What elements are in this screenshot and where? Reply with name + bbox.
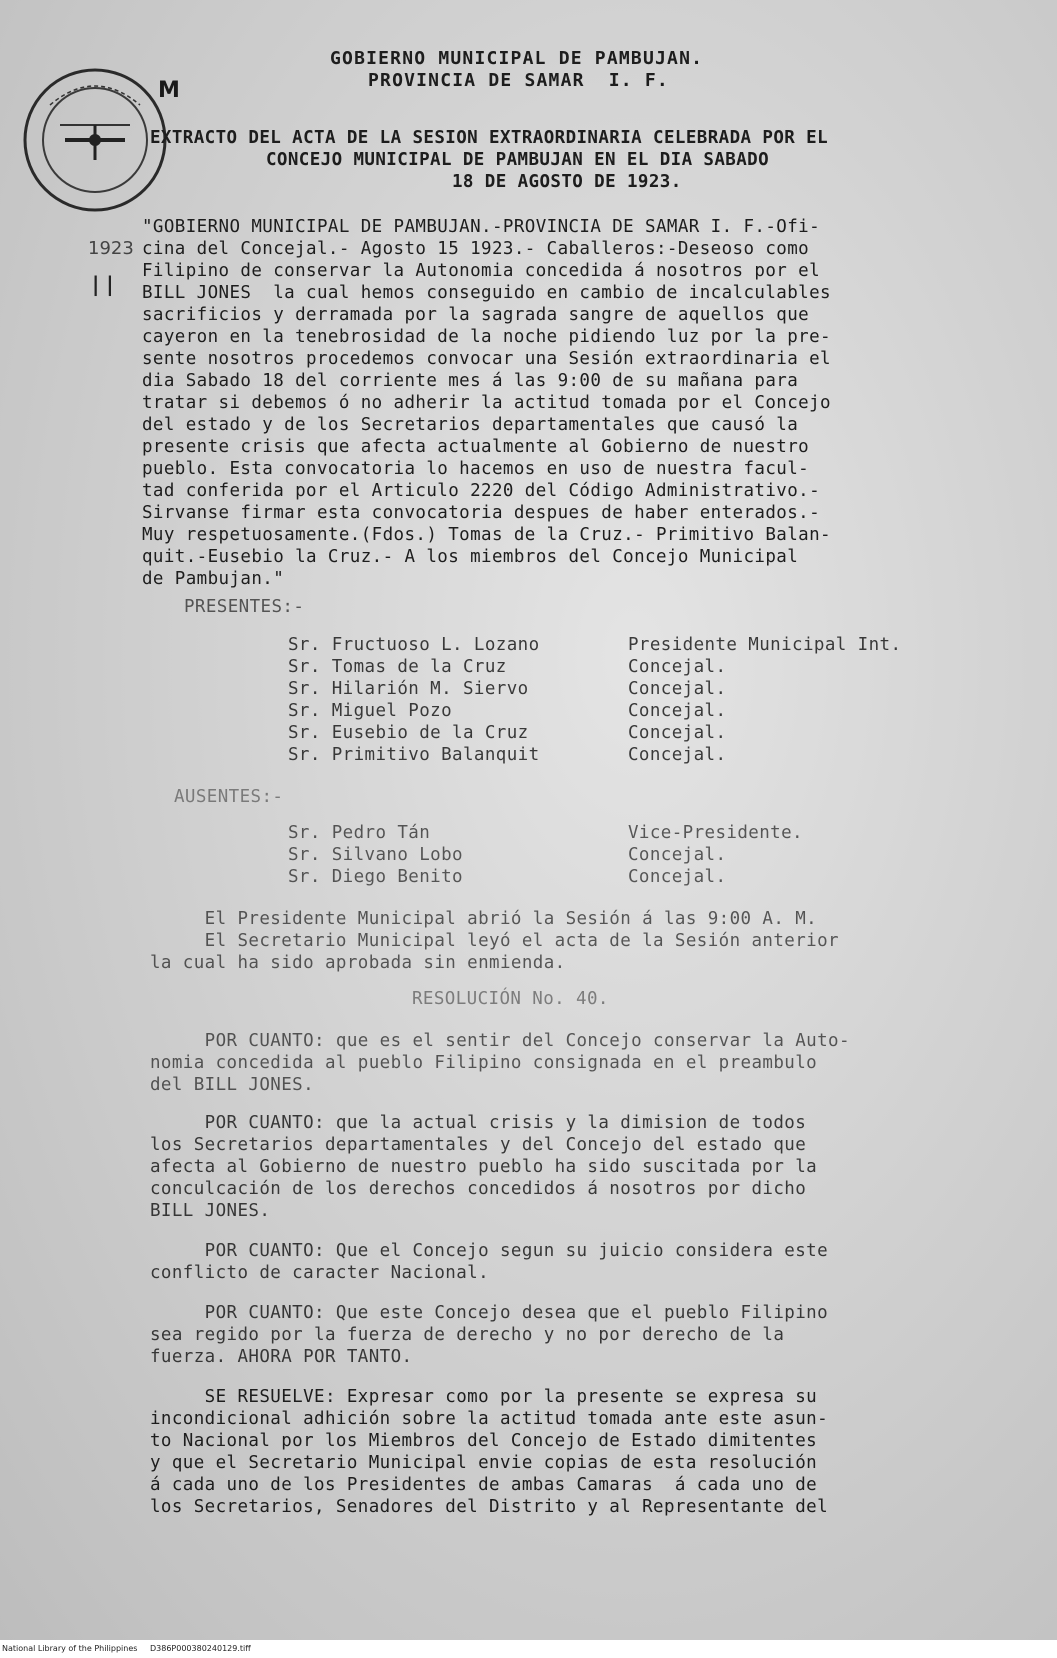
por-cuanto-2-line: conculcación de los derechos concedidos á nosotros por dicho <box>150 1179 807 1199</box>
handwritten-mark: M <box>158 78 180 103</box>
por-cuanto-3 <box>150 1240 828 1284</box>
member-name: Sr. Fructuoso L. Lozano <box>288 635 540 655</box>
title-line-2: CONCEJO MUNICIPAL DE PAMBUJAN EN EL DIA SABADO <box>266 150 770 170</box>
body-line: tad conferida por el Articulo 2220 del Código Administrativo.- <box>142 481 821 501</box>
body-line: sacrificios y derramada por la sagrada sangre de aquellos que <box>142 305 810 325</box>
presentes-list <box>288 634 901 766</box>
body-line: Muy respetuosamente.(Fdos.) Tomas de la Cruz.- Primitivo Balan- <box>142 525 831 545</box>
presentes-member-row <box>288 656 901 678</box>
por-cuanto-2-line: afecta al Gobierno de nuestro pueblo ha sido suscitada por la <box>150 1157 818 1177</box>
se-resuelve-line: y que el Secretario Municipal envie copias de esta resolución <box>150 1453 818 1473</box>
por-cuanto-2 <box>150 1112 817 1222</box>
ausentes-list <box>288 822 803 888</box>
por-cuanto-2-line: POR CUANTO: que la actual crisis y la dimision de todos <box>150 1113 807 1133</box>
member-role: Vice-Presidente. <box>628 823 803 843</box>
body-line: sente nosotros procedemos convocar una Sesión extraordinaria el <box>142 349 831 369</box>
por-cuanto-1-line: nomia concedida al pueblo Filipino consignada en el preambulo <box>150 1053 818 1073</box>
stamp-year: 1923 <box>88 238 134 259</box>
body-line: del estado y de los Secretarios departamentales que causó la <box>142 415 799 435</box>
se-resuelve-line: á cada uno de los Presidentes de ambas Camaras á cada uno de <box>150 1475 818 1495</box>
por-cuanto-1 <box>150 1030 850 1096</box>
por-cuanto-2-line: BILL JONES. <box>150 1201 271 1221</box>
scan-footer <box>0 1641 1057 1658</box>
member-name: Sr. Hilarión M. Siervo <box>288 679 529 699</box>
body-line: de Pambujan." <box>142 569 285 589</box>
title-line-1: EXTRACTO DEL ACTA DE LA SESION EXTRAORDINARIA CELEBRADA POR EL <box>150 128 829 148</box>
convocatoria-paragraph <box>142 216 831 590</box>
por-cuanto-4-line: sea regido por la fuerza de derecho y no por derecho de la <box>150 1325 785 1345</box>
header-line-2: PROVINCIA DE SAMAR I. F. <box>368 70 669 91</box>
se-resuelve-line: los Secretarios, Senadores del Distrito y al Representante del <box>150 1497 829 1517</box>
presentes-member-row <box>288 744 901 766</box>
footer-library: National Library of the Philippines <box>2 1644 138 1653</box>
member-role: Concejal. <box>628 679 727 699</box>
body-line: Filipino de conservar la Autonomia concedida á nosotros por el <box>142 261 821 281</box>
member-role: Concejal. <box>628 701 727 721</box>
member-role: Concejal. <box>628 723 727 743</box>
presentes-member-row <box>288 700 901 722</box>
member-role: Presidente Municipal Int. <box>628 635 902 655</box>
senate-seal-stamp <box>20 65 170 215</box>
body-line: quit.-Eusebio la Cruz.- A los miembros del Concejo Municipal <box>142 547 799 567</box>
margin-marks: | | <box>92 272 114 296</box>
member-role: Concejal. <box>628 845 727 865</box>
presentes-member-row <box>288 722 901 744</box>
member-name: Sr. Diego Benito <box>288 867 463 887</box>
body-line: Sirvanse firmar esta convocatoria despues de haber enterados.- <box>142 503 821 523</box>
minutes-paragraph <box>150 908 839 974</box>
footer-filename: D386P000380240129.tiff <box>150 1644 251 1653</box>
por-cuanto-1-line: POR CUANTO: que es el sentir del Concejo conservar la Auto- <box>150 1031 850 1051</box>
ausentes-label: AUSENTES:- <box>174 787 284 807</box>
body-line: tratar si debemos ó no adherir la actitud tomada por el Concejo <box>142 393 831 413</box>
por-cuanto-4-line: POR CUANTO: Que este Concejo desea que el pueblo Filipino <box>150 1303 829 1323</box>
presentes-label: PRESENTES:- <box>184 597 305 617</box>
body-line: dia Sabado 18 del corriente mes á las 9:00 de su mañana para <box>142 371 799 391</box>
se-resuelve-line: incondicional adhición sobre la actitud tomada ante este asun- <box>150 1409 829 1429</box>
resolution-title: RESOLUCIÓN No. 40. <box>412 989 609 1009</box>
por-cuanto-4-line: fuerza. AHORA POR TANTO. <box>150 1347 413 1367</box>
body-line: presente crisis que afecta actualmente al Gobierno de nuestro <box>142 437 810 457</box>
member-role: Concejal. <box>628 867 727 887</box>
member-name: Sr. Tomas de la Cruz <box>288 657 507 677</box>
ausentes-member-row <box>288 866 803 888</box>
ausentes-member-row <box>288 822 803 844</box>
member-name: Sr. Primitivo Balanquit <box>288 745 540 765</box>
member-name: Sr. Silvano Lobo <box>288 845 463 865</box>
presentes-member-row <box>288 678 901 700</box>
member-name: Sr. Pedro Tán <box>288 823 431 843</box>
se-resuelve-line: to Nacional por los Miembros del Concejo de Estado dimitentes <box>150 1431 818 1451</box>
body-line: pueblo. Esta convocatoria lo hacemos en uso de nuestra facul- <box>142 459 810 479</box>
minutes-line: El Presidente Municipal abrió la Sesión á las 9:00 A. M. <box>150 909 818 929</box>
se-resuelve <box>150 1386 828 1518</box>
minutes-line: la cual ha sido aprobada sin enmienda. <box>150 953 566 973</box>
por-cuanto-3-line: conflicto de caracter Nacional. <box>150 1263 490 1283</box>
member-role: Concejal. <box>628 657 727 677</box>
presentes-member-row <box>288 634 901 656</box>
por-cuanto-3-line: POR CUANTO: Que el Concejo segun su juicio considera este <box>150 1241 829 1261</box>
member-name: Sr. Eusebio de la Cruz <box>288 723 529 743</box>
body-line: cina del Concejal.- Agosto 15 1923.- Caballeros:-Deseoso como <box>142 239 810 259</box>
body-line: "GOBIERNO MUNICIPAL DE PAMBUJAN.-PROVINCIA DE SAMAR I. F.-Ofi- <box>142 217 821 237</box>
por-cuanto-2-line: los Secretarios departamentales y del Concejo del estado que <box>150 1135 807 1155</box>
minutes-line: El Secretario Municipal leyó el acta de la Sesión anterior <box>150 931 839 951</box>
por-cuanto-4 <box>150 1302 828 1368</box>
member-role: Concejal. <box>628 745 727 765</box>
por-cuanto-1-line: del BILL JONES. <box>150 1075 315 1095</box>
body-line: cayeron en la tenebrosidad de la noche pidiendo luz por la pre- <box>142 327 831 347</box>
ausentes-member-row <box>288 844 803 866</box>
se-resuelve-line: SE RESUELVE: Expresar como por la presente se expresa su <box>150 1387 818 1407</box>
body-line: BILL JONES la cual hemos conseguido en cambio de incalculables <box>142 283 831 303</box>
header-line-1: GOBIERNO MUNICIPAL DE PAMBUJAN. <box>330 48 704 69</box>
member-name: Sr. Miguel Pozo <box>288 701 453 721</box>
title-line-3: 18 DE AGOSTO DE 1923. <box>452 172 682 192</box>
